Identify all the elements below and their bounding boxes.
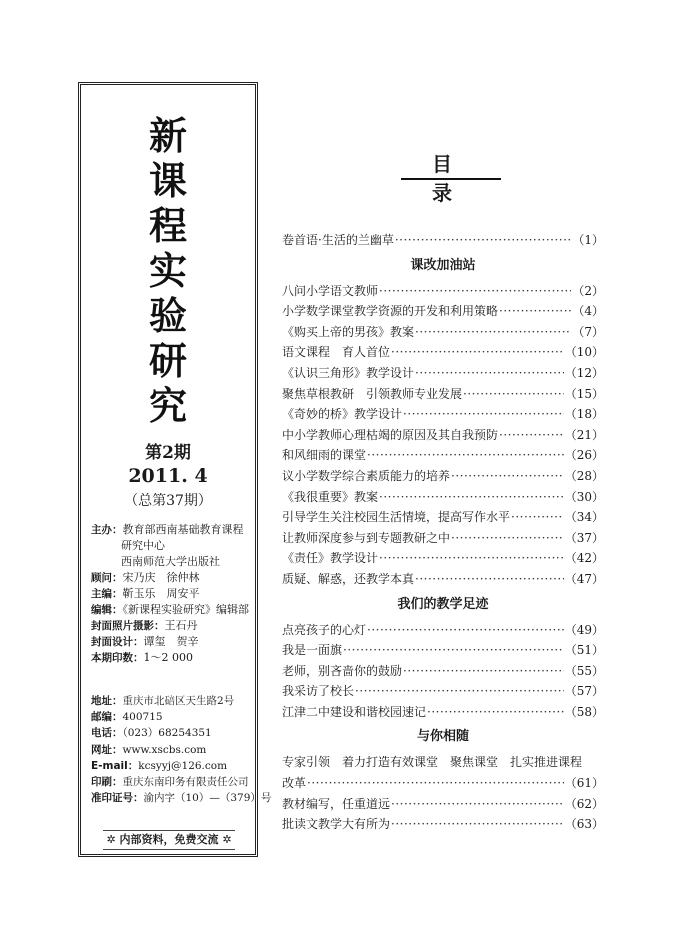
dot-leader — [391, 814, 564, 835]
toc-section-heading: 我们的教学足迹 — [397, 596, 489, 612]
journal-title-char: 新 — [148, 113, 187, 158]
dot-leader — [463, 384, 564, 405]
dot-leader — [451, 528, 564, 549]
permit-row: 准印证号：渝内字（10）—（379）号 — [91, 792, 272, 805]
dot-leader — [499, 301, 571, 322]
dot-leader — [391, 342, 564, 363]
toc-entry[interactable]: 《责任》教学设计 ····· （42） — [282, 548, 604, 569]
toc-entry[interactable]: 批读文教学大有所为 ····· （63） — [282, 814, 604, 835]
dot-leader — [415, 322, 571, 343]
toc-entry[interactable]: 引导学生关注校园生活情境，提高写作水平 ····· （34） — [282, 507, 604, 528]
dot-leader — [367, 445, 564, 466]
printer-row: 印刷：重庆东南印务有限责任公司 — [91, 776, 249, 789]
contact-info — [91, 693, 272, 806]
toc-entry[interactable]: 我是一面旗 ····· （51） — [282, 640, 604, 661]
toc-entry[interactable]: 点亮孩子的心灯 ····· （49） — [282, 620, 604, 641]
toc-entry[interactable]: 和风细雨的课堂 ····· （26） — [282, 445, 604, 466]
sponsor-row: 研究中心 — [121, 539, 165, 552]
journal-title-char: 验 — [148, 293, 187, 338]
dot-leader — [403, 404, 564, 425]
toc-entry[interactable]: 我采访了校长 ····· （57） — [282, 681, 604, 702]
website-row: 网址：www.xscbs.com — [91, 743, 207, 756]
toc-section-heading: 与你相随 — [416, 729, 469, 745]
phone-row: 电话：（023）68254351 — [91, 727, 212, 740]
toc-entry[interactable]: 质疑、解惑，还教学本真 ····· （47） — [282, 569, 604, 590]
dot-leader — [379, 548, 564, 569]
toc-entry[interactable]: 老师，别吝啬你的鼓励 ····· （55） — [282, 661, 604, 682]
toc-entry[interactable]: 议小学数学综合素质能力的培养 ····· （28） — [282, 466, 604, 487]
sponsor-row: 西南师范大学出版社 — [121, 555, 220, 568]
journal-title-char: 课 — [148, 158, 187, 203]
toc-entry[interactable]: 让教师深度参与到专题教研之中 ····· （37） — [282, 528, 604, 549]
dot-leader — [415, 363, 564, 384]
dot-leader — [415, 569, 564, 590]
dot-leader — [395, 230, 572, 251]
dot-leader — [499, 425, 564, 446]
toc-title-underline — [401, 178, 501, 180]
toc-entry[interactable]: 小学数学课堂教学资源的开发和利用策略 ····· （4） — [282, 301, 604, 322]
dot-leader — [355, 681, 564, 702]
dot-leader — [427, 702, 564, 723]
toc-entry[interactable]: 《奇妙的桥》教学设计 ····· （18） — [282, 404, 604, 425]
print-count-row: 本期印数：1～2 000 — [91, 651, 193, 664]
issue-date: 2011. 4 — [128, 465, 208, 487]
dot-leader — [307, 773, 564, 794]
photo-row: 封面照片摄影：王石丹 — [91, 619, 198, 632]
dot-leader — [391, 794, 564, 815]
dot-leader — [403, 661, 564, 682]
toc-entry[interactable]: 改革 ····· （61） — [282, 773, 604, 794]
toc-section-heading: 课改加油站 — [410, 257, 476, 273]
toc-entry[interactable]: 《认识三角形》教学设计 ····· （12） — [282, 363, 604, 384]
toc-entry[interactable]: 教材编写，任重道远 ····· （62） — [282, 794, 604, 815]
advisor-row: 顾问：宋乃庆 徐仲林 — [91, 571, 200, 584]
journal-title — [81, 113, 255, 428]
compiler-row: 编辑：《新课程实验研究》编辑部 — [91, 603, 249, 616]
postcode-row: 邮编：400715 — [91, 711, 163, 724]
journal-info-box — [78, 82, 272, 857]
journal-title-char: 究 — [148, 383, 187, 428]
dot-leader — [451, 466, 564, 487]
journal-title-char: 实 — [148, 248, 187, 293]
toc-entry[interactable]: 聚焦草根教研 引领教师专业发展 ····· （15） — [282, 384, 604, 405]
issue-total: （总第37期） — [124, 493, 212, 509]
toc-entry[interactable]: 八问小学语文教师 ····· （2） — [282, 281, 604, 302]
toc-entry[interactable]: 中小学教师心理枯竭的原因及其自我预防 ····· （21） — [282, 425, 604, 446]
dot-leader — [367, 620, 564, 641]
table-of-contents — [282, 230, 604, 835]
design-row: 封面设计：谭玺 贺辛 — [91, 635, 199, 648]
dot-leader — [379, 281, 571, 302]
internal-note: ✲ 内部资料，免费交流 ✲ — [103, 830, 235, 850]
journal-title-char: 研 — [148, 338, 187, 383]
toc-entry[interactable]: 《购买上帝的男孩》教案 ····· （7） — [282, 322, 604, 343]
journal-title-char: 程 — [148, 203, 187, 248]
editor-row: 主编：靳玉乐 周安平 — [91, 587, 200, 600]
toc-entry[interactable]: 江津二中建设和谐校园速记 ····· （58） — [282, 702, 604, 723]
toc-entry[interactable]: 语文课程 育人首位 ····· （10） — [282, 342, 604, 363]
issue-number: 第2期 — [145, 443, 191, 463]
masthead — [91, 522, 259, 666]
dot-leader — [343, 640, 564, 661]
toc-entry-preface[interactable]: 卷首语·生活的兰幽草 ····· （1） — [282, 230, 604, 251]
toc-title: 目录 — [432, 152, 480, 205]
sponsor-row: 主办：教育部西南基础教育课程 — [91, 523, 244, 536]
toc-entry-title-line[interactable]: 专家引领 着力打造有效课堂 聚焦课堂 扎实推进课程 — [282, 755, 583, 770]
address-row: 地址：重庆市北碚区天生路2号 — [91, 695, 235, 707]
dot-leader — [511, 507, 564, 528]
dot-leader — [379, 487, 564, 508]
toc-entry[interactable]: 《我很重要》教案 ····· （30） — [282, 487, 604, 508]
email-row: E-mail：kcsyyj@126.com — [91, 759, 228, 772]
